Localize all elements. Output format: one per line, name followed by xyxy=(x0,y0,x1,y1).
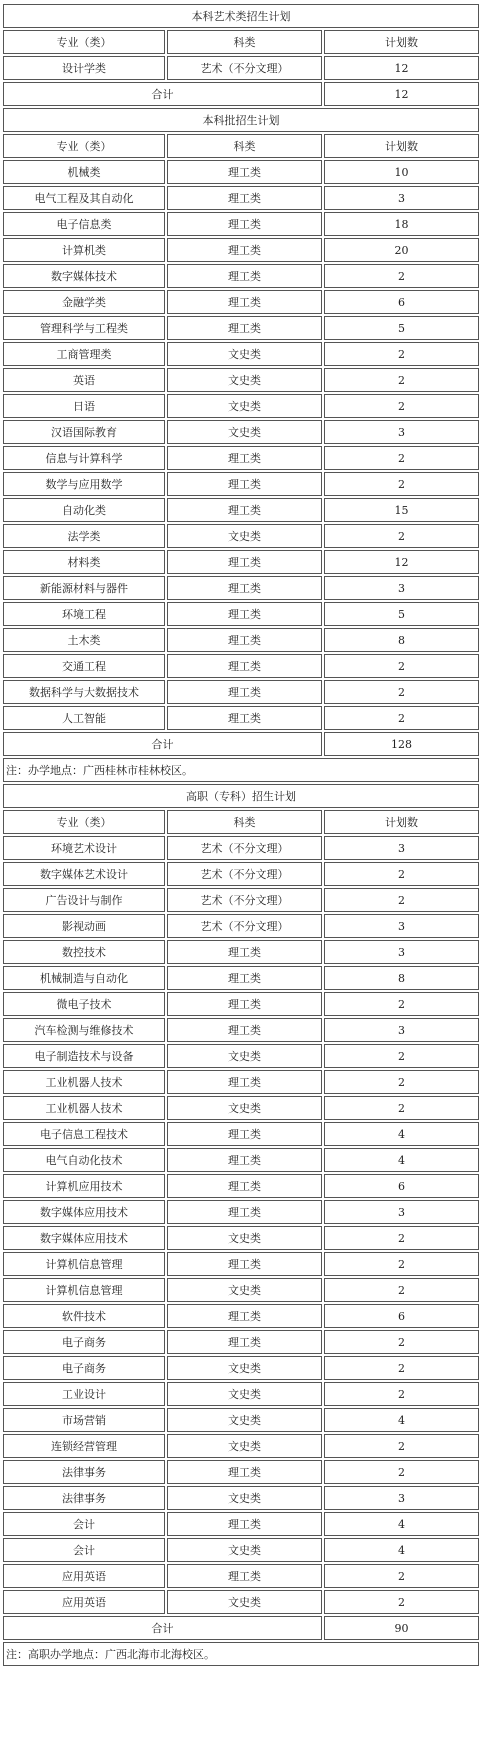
table-row xyxy=(3,1486,479,1510)
quota-cell: 2 xyxy=(324,1252,479,1276)
major-cell: 材料类 xyxy=(3,550,165,574)
major-cell: 数字媒体技术 xyxy=(3,264,165,288)
table-row xyxy=(3,1096,479,1120)
category-cell: 理工类 xyxy=(167,940,322,964)
table-row xyxy=(3,602,479,626)
category-cell: 文史类 xyxy=(167,368,322,392)
major-cell: 机械类 xyxy=(3,160,165,184)
table-row xyxy=(3,368,479,392)
table-row xyxy=(3,1356,479,1380)
table-row xyxy=(3,56,479,80)
major-cell: 工业机器人技术 xyxy=(3,1096,165,1120)
quota-cell: 2 xyxy=(324,1226,479,1250)
location-note: 注：办学地点：广西桂林市桂林校区。 xyxy=(3,758,479,782)
major-cell: 信息与计算科学 xyxy=(3,446,165,470)
table-row xyxy=(3,550,479,574)
quota-cell: 2 xyxy=(324,1460,479,1484)
table-row xyxy=(3,394,479,418)
table-row xyxy=(3,446,479,470)
category-cell: 理工类 xyxy=(167,1564,322,1588)
table-row xyxy=(3,1174,479,1198)
table-row xyxy=(3,498,479,522)
major-cell: 计算机应用技术 xyxy=(3,1174,165,1198)
quota-cell: 4 xyxy=(324,1408,479,1432)
total-value: 128 xyxy=(324,732,479,756)
quota-cell: 15 xyxy=(324,498,479,522)
major-cell: 法律事务 xyxy=(3,1486,165,1510)
category-cell: 理工类 xyxy=(167,602,322,626)
total-label: 合计 xyxy=(3,1616,322,1640)
category-cell: 文史类 xyxy=(167,1408,322,1432)
table-row xyxy=(3,1382,479,1406)
major-cell: 计算机类 xyxy=(3,238,165,262)
quota-cell: 3 xyxy=(324,940,479,964)
table-row xyxy=(3,524,479,548)
category-cell: 理工类 xyxy=(167,446,322,470)
major-header: 专业（类） xyxy=(3,30,165,54)
quota-cell: 2 xyxy=(324,680,479,704)
table-row xyxy=(3,680,479,704)
category-cell: 文史类 xyxy=(167,524,322,548)
quota-cell: 2 xyxy=(324,264,479,288)
major-cell: 影视动画 xyxy=(3,914,165,938)
table-row xyxy=(3,1434,479,1458)
quota-cell: 8 xyxy=(324,628,479,652)
total-label: 合计 xyxy=(3,732,322,756)
enrollment-plan-document xyxy=(1,2,479,1668)
undergrad-art-total-row xyxy=(3,82,479,106)
table-row xyxy=(3,212,479,236)
table-row xyxy=(3,1252,479,1276)
quota-cell: 4 xyxy=(324,1122,479,1146)
category-cell: 文史类 xyxy=(167,1226,322,1250)
category-cell: 理工类 xyxy=(167,1070,322,1094)
category-cell: 文史类 xyxy=(167,420,322,444)
quota-header: 计划数 xyxy=(324,30,479,54)
quota-cell: 2 xyxy=(324,472,479,496)
quota-cell: 12 xyxy=(324,550,479,574)
quota-cell: 2 xyxy=(324,394,479,418)
quota-cell: 5 xyxy=(324,316,479,340)
major-cell: 金融学类 xyxy=(3,290,165,314)
major-cell: 电气工程及其自动化 xyxy=(3,186,165,210)
quota-cell: 4 xyxy=(324,1148,479,1172)
table-row xyxy=(3,1590,479,1614)
table-row xyxy=(3,914,479,938)
category-cell: 艺术（不分文理） xyxy=(167,56,322,80)
table-row xyxy=(3,1512,479,1536)
table-row xyxy=(3,1226,479,1250)
table-row xyxy=(3,420,479,444)
table-row xyxy=(3,1018,479,1042)
category-header: 科类 xyxy=(167,810,322,834)
major-cell: 市场营销 xyxy=(3,1408,165,1432)
table-row xyxy=(3,472,479,496)
major-cell: 汽车检测与维修技术 xyxy=(3,1018,165,1042)
category-cell: 理工类 xyxy=(167,1330,322,1354)
quota-header: 计划数 xyxy=(324,134,479,158)
quota-cell: 6 xyxy=(324,1174,479,1198)
undergrad-art-section-title: 本科艺术类招生计划 xyxy=(3,4,479,28)
major-cell: 机械制造与自动化 xyxy=(3,966,165,990)
category-cell: 理工类 xyxy=(167,264,322,288)
major-cell: 计算机信息管理 xyxy=(3,1278,165,1302)
enrollment-plan-table xyxy=(1,2,480,1668)
table-row xyxy=(3,1070,479,1094)
table-row xyxy=(3,706,479,730)
table-row xyxy=(3,654,479,678)
quota-cell: 2 xyxy=(324,1044,479,1068)
quota-cell: 20 xyxy=(324,238,479,262)
table-row xyxy=(3,264,479,288)
table-row xyxy=(3,940,479,964)
major-cell: 汉语国际教育 xyxy=(3,420,165,444)
major-cell: 工商管理类 xyxy=(3,342,165,366)
table-row xyxy=(3,1330,479,1354)
quota-cell: 4 xyxy=(324,1538,479,1562)
category-cell: 理工类 xyxy=(167,1512,322,1536)
category-cell: 理工类 xyxy=(167,706,322,730)
major-cell: 环境工程 xyxy=(3,602,165,626)
quota-cell: 12 xyxy=(324,56,479,80)
total-value: 12 xyxy=(324,82,479,106)
category-cell: 文史类 xyxy=(167,342,322,366)
location-note: 注：高职办学地点：广西北海市北海校区。 xyxy=(3,1642,479,1666)
category-cell: 文史类 xyxy=(167,1538,322,1562)
quota-cell: 2 xyxy=(324,1096,479,1120)
quota-cell: 3 xyxy=(324,914,479,938)
category-cell: 理工类 xyxy=(167,238,322,262)
major-cell: 应用英语 xyxy=(3,1590,165,1614)
vocational-total-row xyxy=(3,1616,479,1640)
major-cell: 新能源材料与器件 xyxy=(3,576,165,600)
vocational-title-row xyxy=(3,784,479,808)
major-cell: 数学与应用数学 xyxy=(3,472,165,496)
category-cell: 艺术（不分文理） xyxy=(167,888,322,912)
table-row xyxy=(3,862,479,886)
major-cell: 英语 xyxy=(3,368,165,392)
major-cell: 交通工程 xyxy=(3,654,165,678)
quota-cell: 3 xyxy=(324,420,479,444)
major-cell: 数字媒体应用技术 xyxy=(3,1200,165,1224)
major-cell: 电气自动化技术 xyxy=(3,1148,165,1172)
table-row xyxy=(3,1408,479,1432)
major-cell: 环境艺术设计 xyxy=(3,836,165,860)
category-cell: 文史类 xyxy=(167,1356,322,1380)
category-cell: 理工类 xyxy=(167,1304,322,1328)
vocational-section-title: 高职（专科）招生计划 xyxy=(3,784,479,808)
category-header: 科类 xyxy=(167,30,322,54)
category-cell: 理工类 xyxy=(167,1252,322,1276)
category-cell: 理工类 xyxy=(167,654,322,678)
quota-cell: 18 xyxy=(324,212,479,236)
category-cell: 文史类 xyxy=(167,1382,322,1406)
quota-cell: 2 xyxy=(324,1590,479,1614)
category-cell: 理工类 xyxy=(167,628,322,652)
category-header: 科类 xyxy=(167,134,322,158)
category-cell: 文史类 xyxy=(167,1278,322,1302)
category-cell: 理工类 xyxy=(167,186,322,210)
vocational-header-row xyxy=(3,810,479,834)
quota-cell: 2 xyxy=(324,1564,479,1588)
quota-cell: 3 xyxy=(324,836,479,860)
table-row xyxy=(3,1304,479,1328)
table-row xyxy=(3,1538,479,1562)
undergrad-batch-section-title: 本科批招生计划 xyxy=(3,108,479,132)
vocational-note-row xyxy=(3,1642,479,1666)
category-cell: 文史类 xyxy=(167,1434,322,1458)
major-cell: 数控技术 xyxy=(3,940,165,964)
major-cell: 法学类 xyxy=(3,524,165,548)
quota-cell: 2 xyxy=(324,1330,479,1354)
table-row xyxy=(3,1564,479,1588)
table-row xyxy=(3,1148,479,1172)
major-cell: 软件技术 xyxy=(3,1304,165,1328)
table-row xyxy=(3,1200,479,1224)
quota-cell: 2 xyxy=(324,368,479,392)
category-cell: 理工类 xyxy=(167,160,322,184)
major-cell: 会计 xyxy=(3,1512,165,1536)
major-cell: 电子信息类 xyxy=(3,212,165,236)
quota-cell: 3 xyxy=(324,576,479,600)
quota-cell: 6 xyxy=(324,290,479,314)
quota-cell: 8 xyxy=(324,966,479,990)
major-cell: 设计学类 xyxy=(3,56,165,80)
quota-cell: 3 xyxy=(324,186,479,210)
category-cell: 理工类 xyxy=(167,498,322,522)
table-row xyxy=(3,888,479,912)
quota-cell: 3 xyxy=(324,1018,479,1042)
undergrad-batch-total-row xyxy=(3,732,479,756)
category-cell: 文史类 xyxy=(167,1096,322,1120)
quota-cell: 5 xyxy=(324,602,479,626)
quota-cell: 2 xyxy=(324,706,479,730)
quota-cell: 2 xyxy=(324,446,479,470)
category-cell: 文史类 xyxy=(167,394,322,418)
category-cell: 文史类 xyxy=(167,1486,322,1510)
quota-cell: 4 xyxy=(324,1512,479,1536)
major-cell: 工业设计 xyxy=(3,1382,165,1406)
major-cell: 数据科学与大数据技术 xyxy=(3,680,165,704)
category-cell: 理工类 xyxy=(167,212,322,236)
major-cell: 自动化类 xyxy=(3,498,165,522)
table-row xyxy=(3,992,479,1016)
category-cell: 艺术（不分文理） xyxy=(167,862,322,886)
table-row xyxy=(3,186,479,210)
table-row xyxy=(3,576,479,600)
category-cell: 理工类 xyxy=(167,1200,322,1224)
major-cell: 电子商务 xyxy=(3,1330,165,1354)
table-row xyxy=(3,966,479,990)
table-row xyxy=(3,290,479,314)
quota-cell: 6 xyxy=(324,1304,479,1328)
category-cell: 理工类 xyxy=(167,1148,322,1172)
quota-header: 计划数 xyxy=(324,810,479,834)
major-cell: 连锁经营管理 xyxy=(3,1434,165,1458)
major-cell: 电子信息工程技术 xyxy=(3,1122,165,1146)
quota-cell: 2 xyxy=(324,862,479,886)
quota-cell: 3 xyxy=(324,1200,479,1224)
table-row xyxy=(3,1122,479,1146)
category-cell: 艺术（不分文理） xyxy=(167,836,322,860)
quota-cell: 2 xyxy=(324,1434,479,1458)
undergrad-art-title-row xyxy=(3,4,479,28)
category-cell: 艺术（不分文理） xyxy=(167,914,322,938)
major-cell: 微电子技术 xyxy=(3,992,165,1016)
quota-cell: 2 xyxy=(324,992,479,1016)
major-cell: 土木类 xyxy=(3,628,165,652)
major-cell: 会计 xyxy=(3,1538,165,1562)
major-cell: 数字媒体应用技术 xyxy=(3,1226,165,1250)
quota-cell: 2 xyxy=(324,654,479,678)
category-cell: 理工类 xyxy=(167,1174,322,1198)
major-cell: 广告设计与制作 xyxy=(3,888,165,912)
table-body xyxy=(3,4,479,1666)
major-cell: 电子制造技术与设备 xyxy=(3,1044,165,1068)
major-cell: 管理科学与工程类 xyxy=(3,316,165,340)
category-cell: 理工类 xyxy=(167,472,322,496)
table-row xyxy=(3,316,479,340)
undergrad-batch-note-row xyxy=(3,758,479,782)
category-cell: 理工类 xyxy=(167,290,322,314)
table-row xyxy=(3,1278,479,1302)
quota-cell: 2 xyxy=(324,1356,479,1380)
category-cell: 理工类 xyxy=(167,680,322,704)
undergrad-batch-title-row xyxy=(3,108,479,132)
major-cell: 电子商务 xyxy=(3,1356,165,1380)
major-cell: 数字媒体艺术设计 xyxy=(3,862,165,886)
major-header: 专业（类） xyxy=(3,134,165,158)
major-cell: 应用英语 xyxy=(3,1564,165,1588)
category-cell: 文史类 xyxy=(167,1044,322,1068)
total-label: 合计 xyxy=(3,82,322,106)
table-row xyxy=(3,628,479,652)
category-cell: 理工类 xyxy=(167,1460,322,1484)
category-cell: 理工类 xyxy=(167,966,322,990)
category-cell: 理工类 xyxy=(167,1122,322,1146)
table-row xyxy=(3,836,479,860)
major-cell: 计算机信息管理 xyxy=(3,1252,165,1276)
total-value: 90 xyxy=(324,1616,479,1640)
table-row xyxy=(3,342,479,366)
undergrad-art-header-row xyxy=(3,30,479,54)
table-row xyxy=(3,238,479,262)
table-row xyxy=(3,1460,479,1484)
quota-cell: 10 xyxy=(324,160,479,184)
category-cell: 理工类 xyxy=(167,1018,322,1042)
category-cell: 文史类 xyxy=(167,1590,322,1614)
major-header: 专业（类） xyxy=(3,810,165,834)
major-cell: 法律事务 xyxy=(3,1460,165,1484)
category-cell: 理工类 xyxy=(167,576,322,600)
category-cell: 理工类 xyxy=(167,550,322,574)
quota-cell: 2 xyxy=(324,524,479,548)
quota-cell: 2 xyxy=(324,888,479,912)
major-cell: 日语 xyxy=(3,394,165,418)
table-row xyxy=(3,1044,479,1068)
quota-cell: 2 xyxy=(324,1070,479,1094)
category-cell: 理工类 xyxy=(167,316,322,340)
quota-cell: 2 xyxy=(324,1278,479,1302)
undergrad-batch-header-row xyxy=(3,134,479,158)
quota-cell: 2 xyxy=(324,342,479,366)
quota-cell: 3 xyxy=(324,1486,479,1510)
table-row xyxy=(3,160,479,184)
major-cell: 人工智能 xyxy=(3,706,165,730)
category-cell: 理工类 xyxy=(167,992,322,1016)
quota-cell: 2 xyxy=(324,1382,479,1406)
major-cell: 工业机器人技术 xyxy=(3,1070,165,1094)
